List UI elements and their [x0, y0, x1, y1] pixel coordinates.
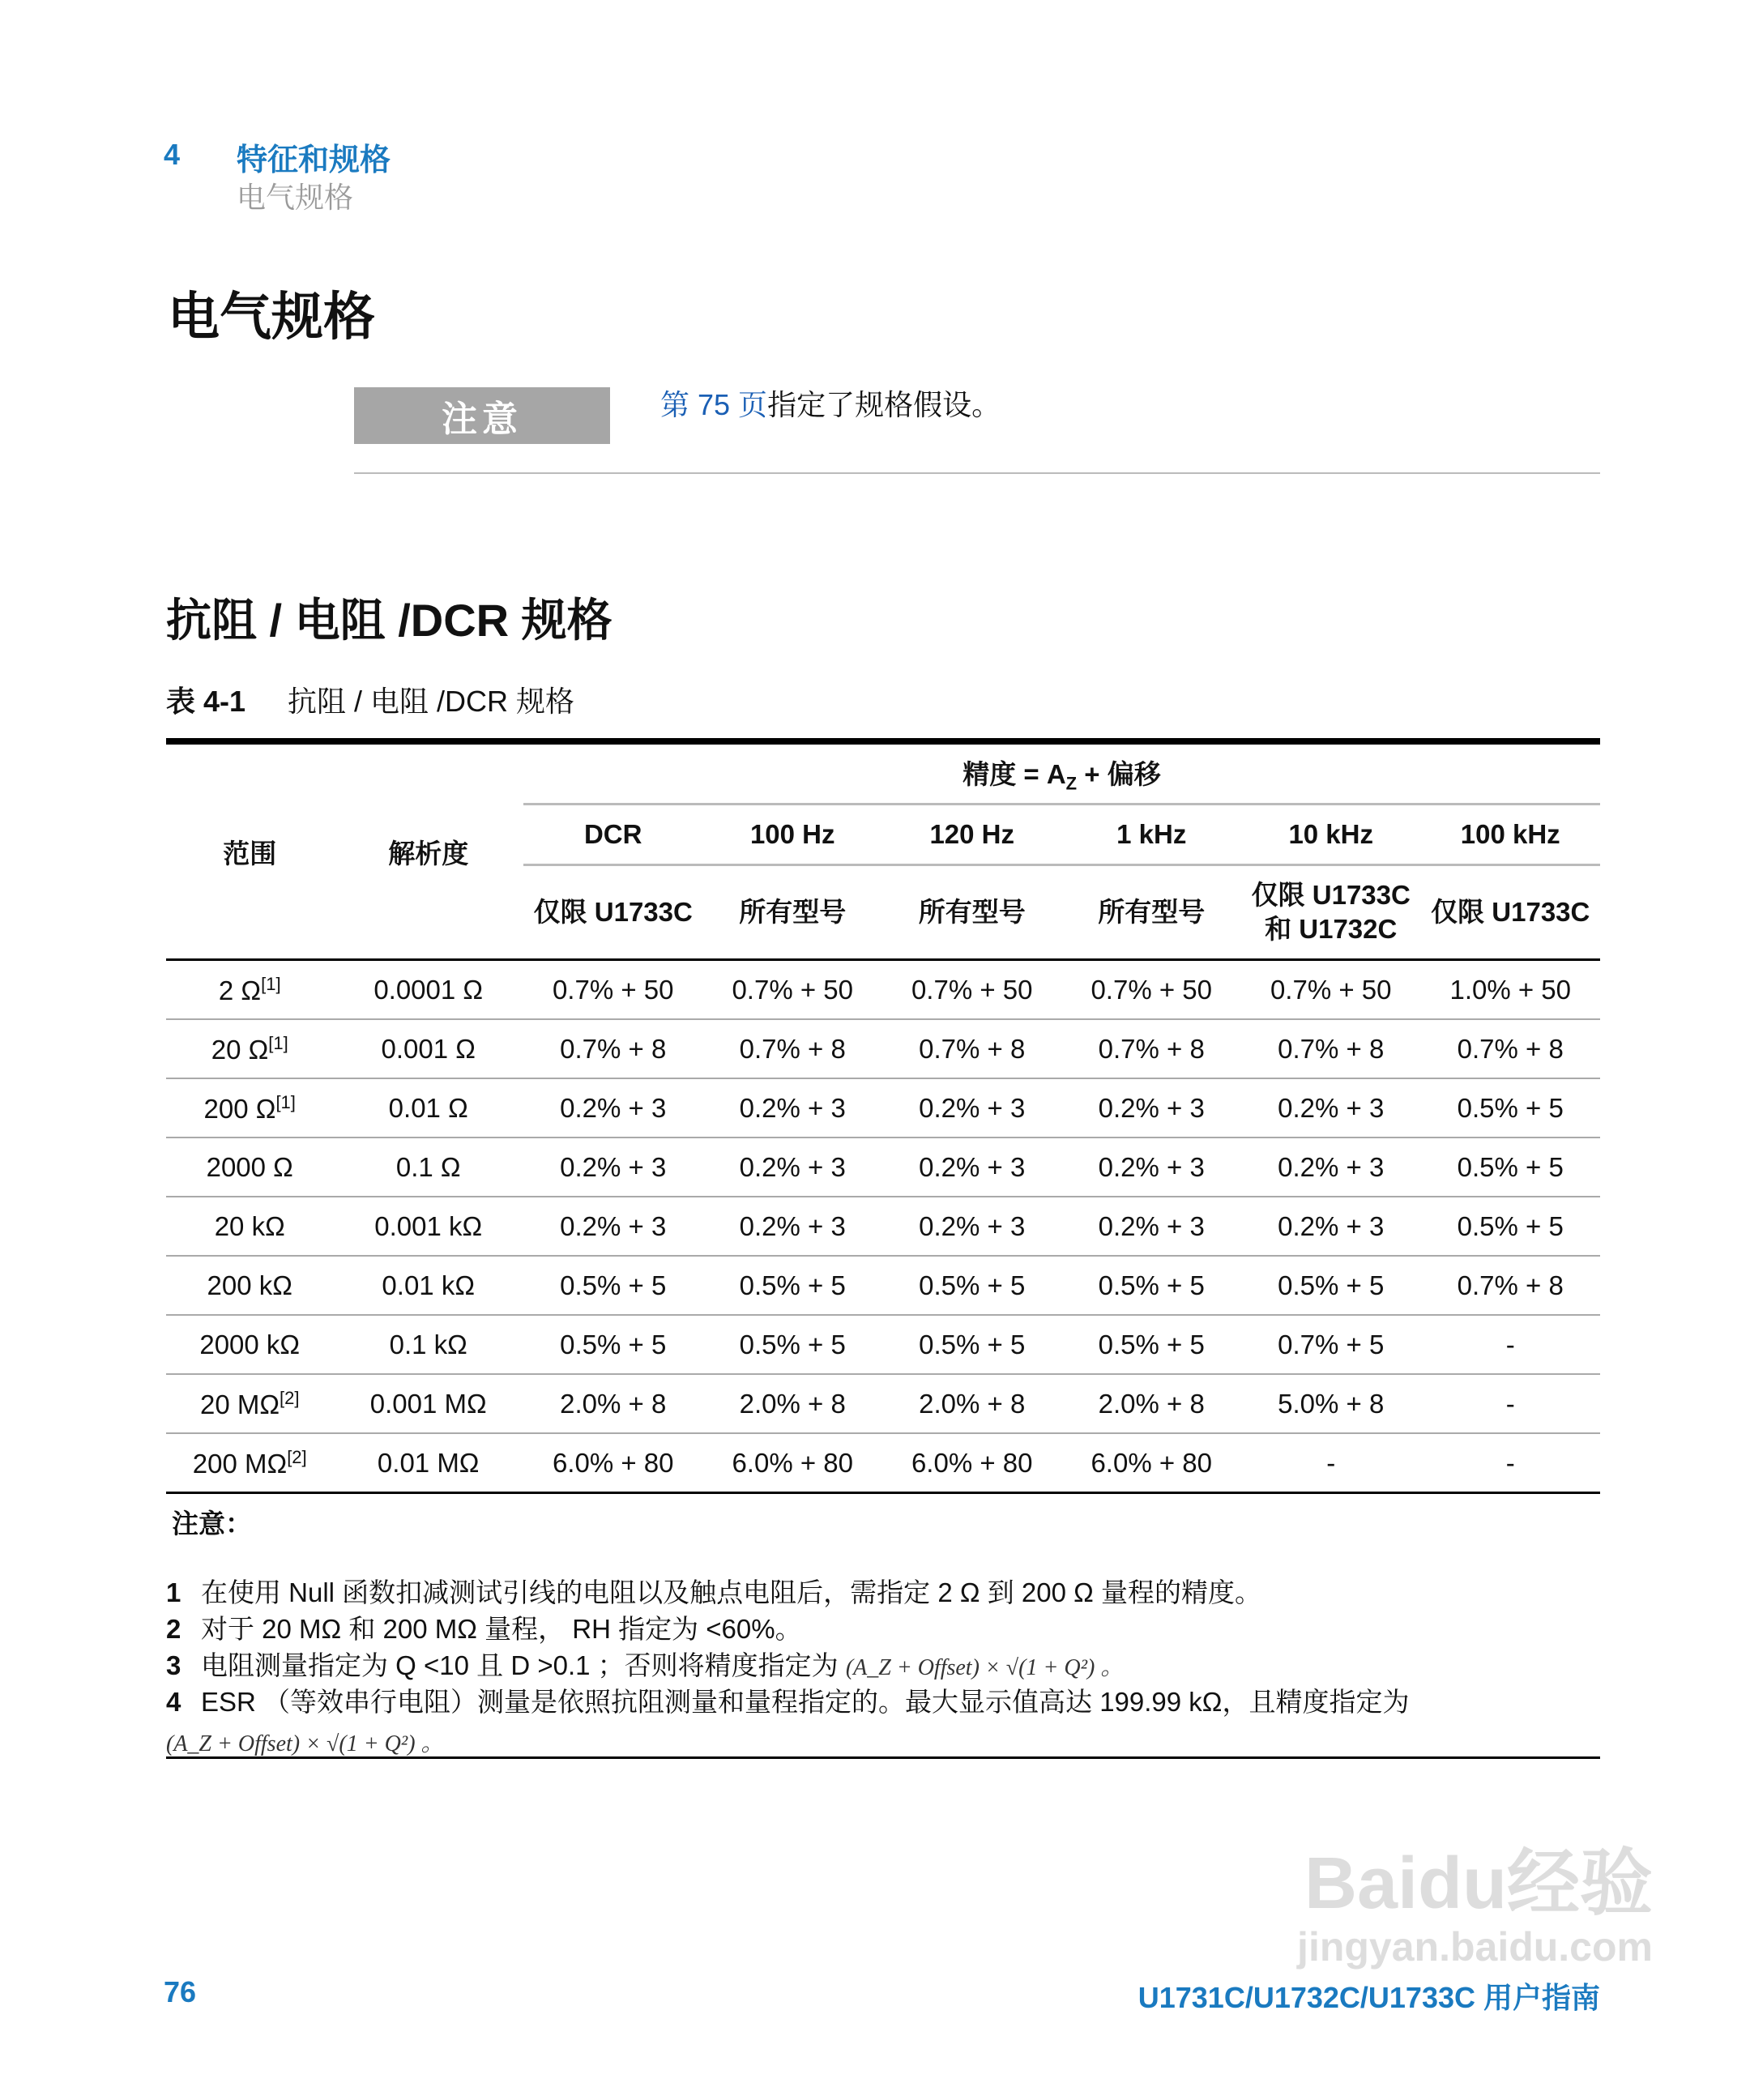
- cell-accuracy: 0.7% + 8: [1420, 1256, 1600, 1315]
- cell-range: 20 Ω[1]: [166, 1019, 333, 1078]
- cell-resolution: 0.0001 Ω: [333, 960, 523, 1020]
- cell-resolution: 0.01 Ω: [333, 1078, 523, 1138]
- cell-accuracy: 0.5% + 5: [523, 1256, 703, 1315]
- cell-accuracy: 0.5% + 5: [882, 1315, 1062, 1374]
- cell-accuracy: 0.5% + 5: [1061, 1256, 1241, 1315]
- header-model: 所有型号: [882, 865, 1062, 960]
- header-model: 仅限 U1733C 和 U1732C: [1241, 865, 1421, 960]
- cell-accuracy: 0.2% + 3: [1061, 1197, 1241, 1256]
- cell-accuracy: 0.7% + 50: [523, 960, 703, 1020]
- header-model: 所有型号: [702, 865, 882, 960]
- footnote-text: 在使用 Null 函数扣减测试引线的电阻以及触点电阻后，需指定 2 Ω 到 200 Ω 量程的精度。: [201, 1577, 1261, 1607]
- table-row: [166, 1019, 1600, 1078]
- table-row: [166, 1315, 1600, 1374]
- cell-range: 20 kΩ: [166, 1197, 333, 1256]
- header-freq: 100 kHz: [1420, 805, 1600, 865]
- cell-resolution: 0.001 Ω: [333, 1019, 523, 1078]
- footnote: [166, 1645, 1123, 1683]
- section-breadcrumb: 电气规格: [237, 181, 354, 214]
- header-accuracy: 精度 = $A_Z$ + 偏移: [523, 741, 1600, 805]
- footnote-text: ESR （等效串行电阻）测量是依照抗阻测量和量程指定的。最大显示值高达 199.99 kΩ，且精度指定为: [201, 1687, 1410, 1717]
- cell-accuracy: 0.2% + 3: [1241, 1138, 1421, 1197]
- cell-resolution: 0.001 MΩ: [333, 1374, 523, 1433]
- cell-resolution: 0.1 kΩ: [333, 1315, 523, 1374]
- cell-accuracy: 0.2% + 3: [882, 1197, 1062, 1256]
- header-range: 范围: [166, 741, 333, 960]
- footnote-ref: [2]: [280, 1387, 300, 1408]
- cell-accuracy: 0.2% + 3: [523, 1138, 703, 1197]
- cell-accuracy: -: [1420, 1315, 1600, 1374]
- cell-accuracy: 0.2% + 3: [1241, 1197, 1421, 1256]
- table-row: [166, 1433, 1600, 1493]
- cell-accuracy: 0.7% + 5: [1241, 1315, 1421, 1374]
- table-caption: [166, 679, 574, 720]
- cell-resolution: 0.01 MΩ: [333, 1433, 523, 1493]
- cell-accuracy: 0.5% + 5: [1241, 1256, 1421, 1315]
- cell-accuracy: 0.7% + 8: [1241, 1019, 1421, 1078]
- header-model: 所有型号: [1061, 865, 1241, 960]
- cell-accuracy: 1.0% + 50: [1420, 960, 1600, 1020]
- caption-text: 抗阻 / 电阻 /DCR 规格: [288, 685, 575, 718]
- footnote-number: 1: [166, 1577, 181, 1607]
- footer-title: U1731C/U1732C/U1733C 用户指南: [1138, 1981, 1600, 2014]
- cell-accuracy: 0.7% + 8: [882, 1019, 1062, 1078]
- cell-resolution: 0.01 kΩ: [333, 1256, 523, 1315]
- divider: [354, 472, 1600, 474]
- cell-accuracy: 0.2% + 3: [882, 1138, 1062, 1197]
- cell-accuracy: 6.0% + 80: [882, 1433, 1062, 1493]
- cell-range: 200 kΩ: [166, 1256, 333, 1315]
- footnote-ref: [2]: [287, 1446, 307, 1467]
- cell-accuracy: 0.7% + 50: [882, 960, 1062, 1020]
- cell-accuracy: 0.2% + 3: [702, 1138, 882, 1197]
- cell-accuracy: 0.5% + 5: [1420, 1078, 1600, 1138]
- table-row: [166, 960, 1600, 1020]
- cell-accuracy: -: [1420, 1374, 1600, 1433]
- cell-range: 200 MΩ[2]: [166, 1433, 333, 1493]
- cell-accuracy: 6.0% + 80: [523, 1433, 703, 1493]
- header-freq: 10 kHz: [1241, 805, 1421, 865]
- table-row: [166, 1374, 1600, 1433]
- cell-accuracy: 0.2% + 3: [523, 1078, 703, 1138]
- footnote-text: 对于 20 MΩ 和 200 MΩ 量程， RH 指定为 <60%。: [201, 1614, 802, 1644]
- cell-accuracy: 0.7% + 8: [523, 1019, 703, 1078]
- cell-range: 2 Ω[1]: [166, 960, 333, 1020]
- table-row: [166, 1078, 1600, 1138]
- cell-accuracy: 0.7% + 50: [1241, 960, 1421, 1020]
- cell-accuracy: 2.0% + 8: [882, 1374, 1062, 1433]
- cell-range: 20 MΩ[2]: [166, 1374, 333, 1433]
- cell-accuracy: 0.7% + 50: [1061, 960, 1241, 1020]
- footnote: [166, 1608, 802, 1646]
- footnote-ref: [1]: [261, 973, 281, 994]
- section-title: 抗阻 / 电阻 /DCR 规格: [166, 595, 612, 646]
- cell-accuracy: 0.5% + 5: [1061, 1315, 1241, 1374]
- notes-heading: 注意：: [172, 1509, 252, 1539]
- cell-accuracy: 2.0% + 8: [702, 1374, 882, 1433]
- cell-accuracy: 0.5% + 5: [1420, 1197, 1600, 1256]
- cell-accuracy: 0.2% + 3: [882, 1078, 1062, 1138]
- cell-accuracy: 6.0% + 80: [702, 1433, 882, 1493]
- cell-accuracy: 0.5% + 5: [523, 1315, 703, 1374]
- footnote-number: 4: [166, 1687, 181, 1717]
- cell-accuracy: -: [1420, 1433, 1600, 1493]
- cell-accuracy: -: [1241, 1433, 1421, 1493]
- formula: (A_Z + Offset) × √(1 + Q²) 。: [845, 1655, 1124, 1680]
- header-model: 仅限 U1733C: [1420, 865, 1600, 960]
- page-number: 76: [164, 1975, 197, 2008]
- cell-accuracy: 0.5% + 5: [882, 1256, 1062, 1315]
- footnote: [166, 1572, 1261, 1610]
- table-row: [166, 1256, 1600, 1315]
- table-row: [166, 1138, 1600, 1197]
- cell-accuracy: 0.5% + 5: [702, 1256, 882, 1315]
- cell-range: 200 Ω[1]: [166, 1078, 333, 1138]
- chapter-number: 4: [164, 138, 181, 171]
- footnote-ref: [1]: [268, 1032, 288, 1053]
- footnote-number: 2: [166, 1614, 181, 1644]
- header-resolution: 解析度: [333, 741, 523, 960]
- page-link[interactable]: 第 75 页: [660, 388, 768, 421]
- table-row: [166, 1197, 1600, 1256]
- cell-accuracy: 0.7% + 8: [1061, 1019, 1241, 1078]
- page-title: 电气规格: [168, 288, 375, 346]
- formula: (A_Z + Offset) × √(1 + Q²) 。: [166, 1731, 444, 1756]
- cell-accuracy: 0.2% + 3: [702, 1197, 882, 1256]
- cell-accuracy: 0.2% + 3: [702, 1078, 882, 1138]
- cell-accuracy: 0.7% + 50: [702, 960, 882, 1020]
- cell-accuracy: 5.0% + 8: [1241, 1374, 1421, 1433]
- header-freq: 100 Hz: [702, 805, 882, 865]
- chapter-title: 特征和规格: [237, 143, 391, 177]
- note-body: 指定了规格假设。: [767, 388, 1001, 421]
- footnote-text: 电阻测量指定为 Q <10 且 D >0.1 ；否则将精度指定为: [201, 1650, 846, 1680]
- cell-accuracy: 0.7% + 8: [1420, 1019, 1600, 1078]
- note-text: [660, 382, 1001, 424]
- cell-accuracy: 0.2% + 3: [1241, 1078, 1421, 1138]
- cell-accuracy: 0.5% + 5: [1420, 1138, 1600, 1197]
- watermark-logo: Baidu经验 jingyan.baidu.com: [1297, 1843, 1653, 1970]
- cell-accuracy: 0.2% + 3: [1061, 1078, 1241, 1138]
- cell-accuracy: 2.0% + 8: [523, 1374, 703, 1433]
- footnote: [166, 1681, 1409, 1758]
- cell-range: 2000 kΩ: [166, 1315, 333, 1374]
- header-freq: DCR: [523, 805, 703, 865]
- header-model: 仅限 U1733C: [523, 865, 703, 960]
- footnote-ref: [1]: [275, 1091, 296, 1112]
- cell-accuracy: 6.0% + 80: [1061, 1433, 1241, 1493]
- cell-resolution: 0.001 kΩ: [333, 1197, 523, 1256]
- cell-accuracy: 0.5% + 5: [702, 1315, 882, 1374]
- cell-accuracy: 0.7% + 8: [702, 1019, 882, 1078]
- cell-resolution: 0.1 Ω: [333, 1138, 523, 1197]
- spec-table: [166, 738, 1600, 1494]
- cell-accuracy: 0.2% + 3: [523, 1197, 703, 1256]
- footnote-number: 3: [166, 1650, 181, 1680]
- cell-accuracy: 2.0% + 8: [1061, 1374, 1241, 1433]
- divider: [166, 1756, 1600, 1759]
- cell-range: 2000 Ω: [166, 1138, 333, 1197]
- header-freq: 1 kHz: [1061, 805, 1241, 865]
- header-freq: 120 Hz: [882, 805, 1062, 865]
- caption-label: 表 4-1: [166, 685, 246, 718]
- cell-accuracy: 0.2% + 3: [1061, 1138, 1241, 1197]
- note-badge: 注意: [354, 387, 610, 444]
